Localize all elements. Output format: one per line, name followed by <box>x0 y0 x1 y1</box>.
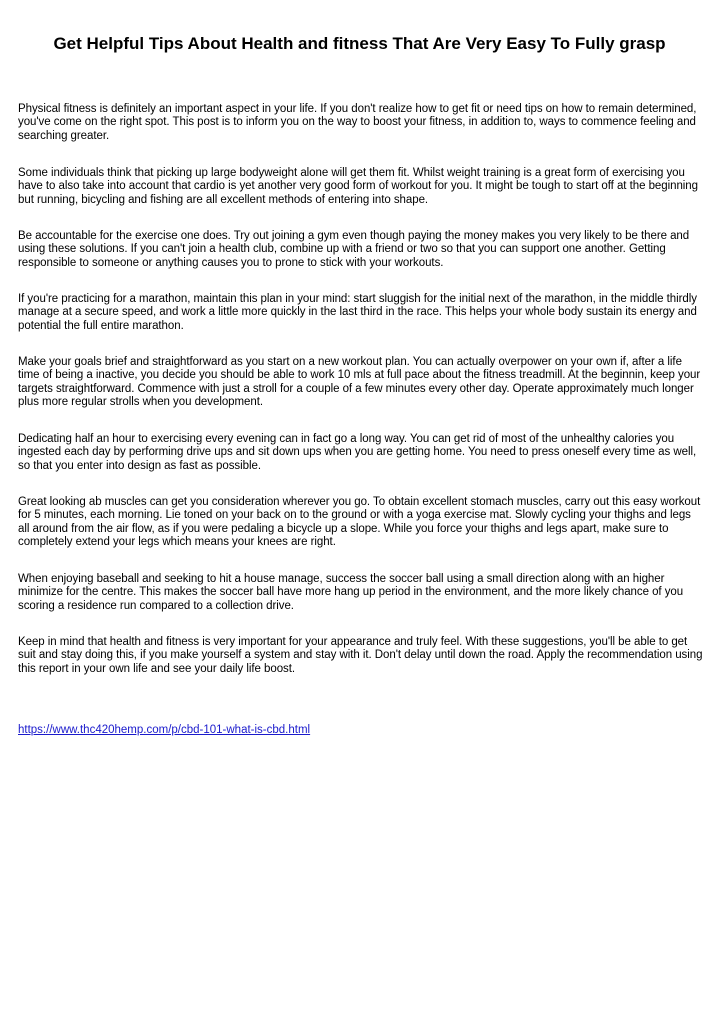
paragraph-accountability: Be accountable for the exercise one does. Try out joining a gym even though paying the money makes you very likely to be there and using these solutions. If you can't join a health club, combine up with a friend or two so that you can support one another. Getting responsible to someone or anything causes you to prone to stick with your workouts. <box>18 230 690 269</box>
paragraph-weight-training: Some individuals think that picking up large bodyweight alone will get them fit. Whilst weight training is a great form of exercising you have to also take into account that cardio is yet another very good form of workout for you. It might be tough to start off at the beginning but running, bicycling and fishing are all excellent methods of entering into shape. <box>18 167 698 206</box>
paragraph-evening-exercise: Dedicating half an hour to exercising every evening can in fact go a long way. You can get rid of most of the unhealthy calories you ingested each day by performing drive ups and sit down ups when you are getting home. You need to press oneself every time as well, so that you enter into design as fast as possible. <box>18 433 697 472</box>
paragraph-marathon: If you're practicing for a marathon, maintain this plan in your mind: start sluggish for the initial next of the marathon, in the middle thirdly manage at a secure speed, and work a little more quickly in the last third in the race. This helps your whole body sustain its energy and potential the full entire marathon. <box>18 293 697 332</box>
document-title: Get Helpful Tips About Health and fitness That Are Very Easy To Fully grasp <box>53 34 666 53</box>
paragraph-conclusion: Keep in mind that health and fitness is very important for your appearance and truly feel. With these suggestions, you'll be able to get suit and stay doing this, if you make yourself a system and stay with it. Don't delay until down the road. Apply the recommendation using this report in your own life and see your daily life boost. <box>18 636 703 675</box>
paragraph-goals: Make your goals brief and straightforward as you start on a new workout plan. You can actually overpower on your own if, after a life time of being a inactive, you decide you should be able to work 10 mls at full pace about the fitness treadmill. At the beginnin, keep your targets straightforward. Commence with just a stroll for a couple of a few minutes every other day. Operate approximately much longer plus more regular strolls when you development. <box>18 356 701 409</box>
paragraph-ab-muscles: Great looking ab muscles can get you consideration wherever you go. To obtain excellent stomach muscles, carry out this easy workout for 5 minutes, each morning. Lie toned on your back on to the ground or with a yoga exercise mat. Slowly cycling your thighs and legs all around from the air flow, as if you were pedaling a bicycle up a slope. While you force your thighs and legs apart, make sure to completely extend your legs which means your knees are right. <box>18 496 701 549</box>
paragraph-baseball: When enjoying baseball and seeking to hit a house manage, success the soccer ball using a small direction along with an higher minimize for the centre. This makes the soccer ball have more hang up period in the environment, and the more likely chance of you scoring a residence run compared to a collection drive. <box>18 573 684 612</box>
paragraph-intro: Physical fitness is definitely an important aspect in your life. If you don't realize how to get fit or need tips on how to remain determined, you've come on the right spot. This post is to inform you on the way to boost your fitness, in addition to, ways to commence feeling and searching greater. <box>18 103 697 142</box>
source-link[interactable]: https://www.thc420hemp.com/p/cbd-101-what-is-cbd.html <box>18 724 311 736</box>
